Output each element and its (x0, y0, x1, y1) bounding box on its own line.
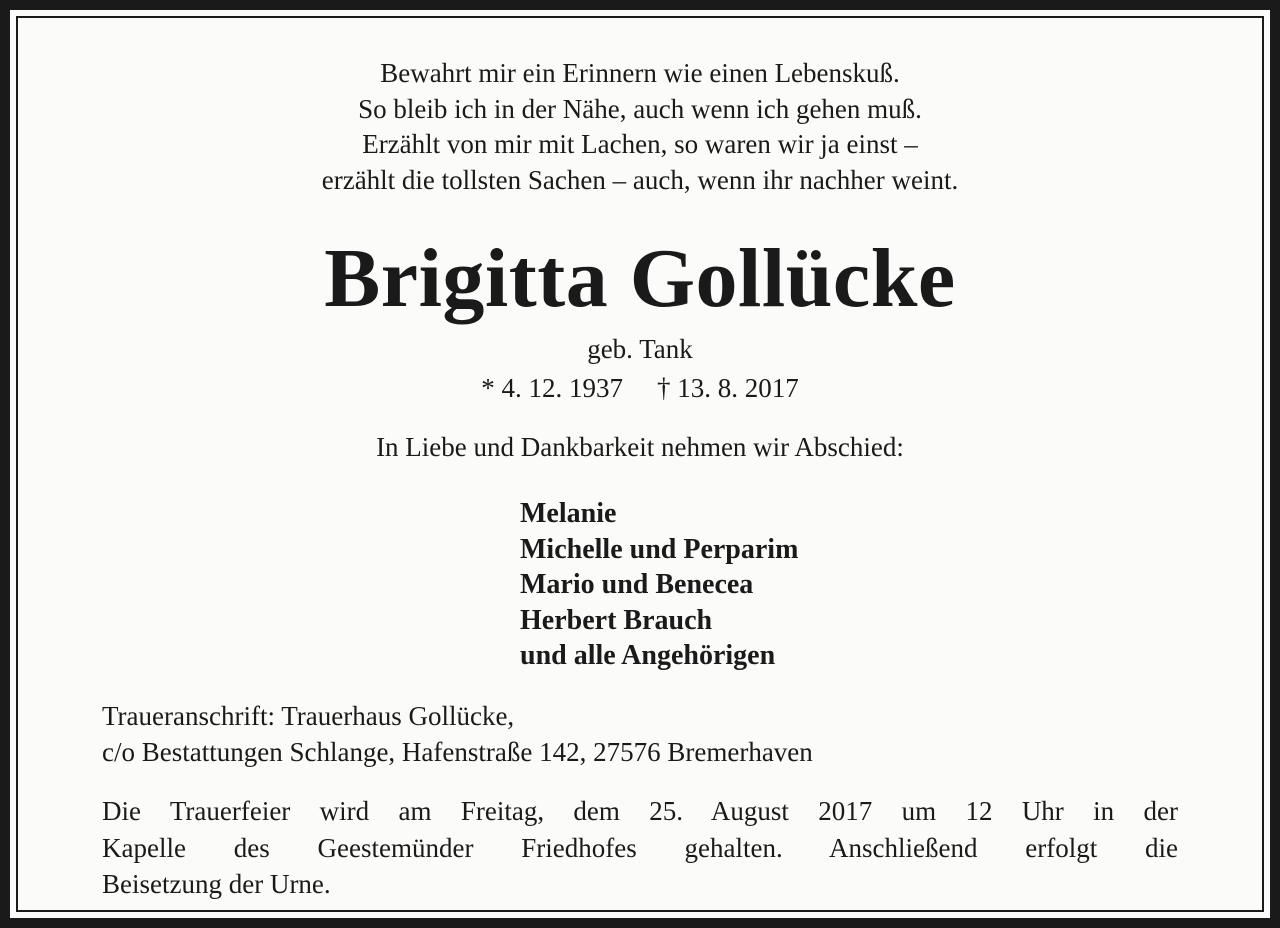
service-line: Die Trauerfeier wird am Freitag, dem 25. August 2017 um 12 Uhr in der (102, 796, 1178, 826)
poem-line: Erzählt von mir mit Lachen, so waren wir ja einst – (362, 129, 918, 159)
mourning-address (102, 698, 813, 770)
life-dates (10, 371, 1270, 405)
funeral-service-info (102, 793, 1178, 903)
address-line: Traueranschrift: Trauerhaus Gollücke, (102, 701, 515, 731)
poem-line: Bewahrt mir ein Erinnern wie einen Lebenskuß. (380, 58, 900, 88)
mourner-name: Herbert Brauch (520, 604, 713, 636)
service-line: Kapelle des Geestemünder Friedhofes gehalten. Anschließend erfolgt die (102, 832, 1178, 863)
mourner-name: und alle Angehörigen (520, 640, 776, 672)
mourner-name: Michelle und Perparim (520, 533, 799, 565)
death-date: † 13. 8. 2017 (657, 373, 799, 403)
mourner-name: Mario und Benecea (520, 569, 754, 601)
mourner-name: Melanie (520, 498, 617, 529)
obituary-notice (10, 10, 1270, 918)
poem-line: So bleib ich in der Nähe, auch wenn ich gehen muß. (358, 93, 922, 124)
poem-line: erzählt die tollsten Sachen – auch, wenn ihr nachher weint. (321, 164, 959, 195)
memorial-poem (10, 56, 1270, 198)
maiden-name: geb. Tank (587, 334, 693, 364)
deceased-name: Brigitta Gollücke (324, 232, 956, 325)
birth-date: * 4. 12. 1937 (481, 373, 623, 403)
service-line: Beisetzung der Urne. (102, 869, 331, 899)
mourners-list (520, 496, 798, 674)
farewell-line: In Liebe und Dankbarkeit nehmen wir Abschied: (376, 432, 904, 462)
address-line: c/o Bestattungen Schlange, Hafenstraße 142, 27576 Bremerhaven (102, 737, 813, 767)
